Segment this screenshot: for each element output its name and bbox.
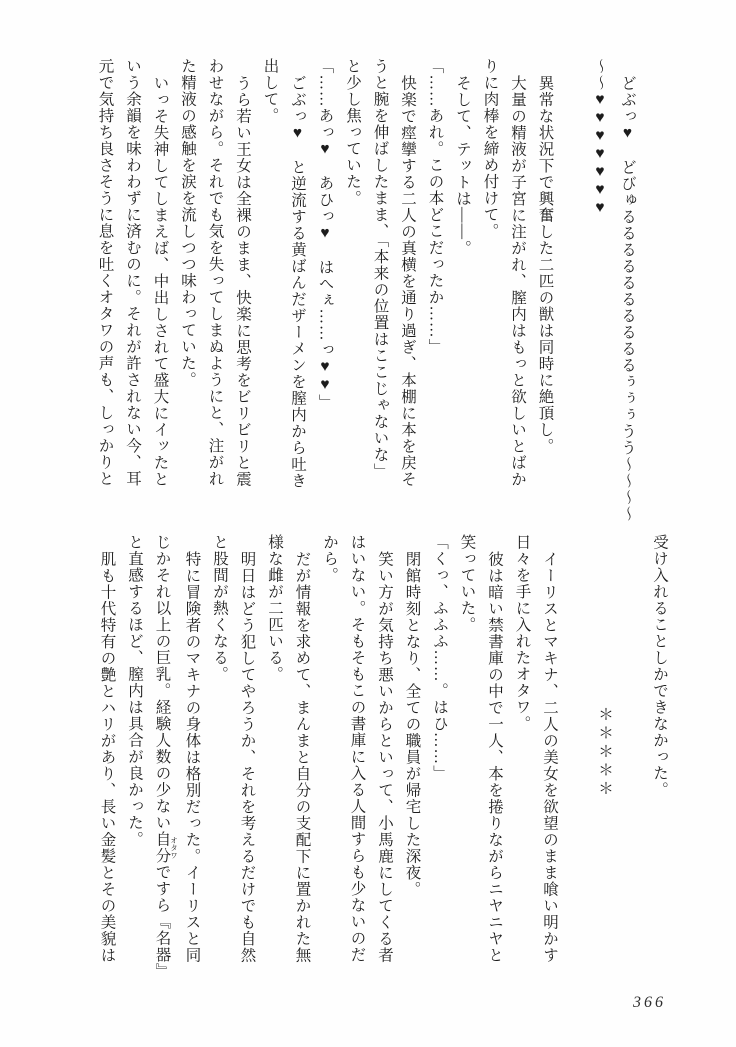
text-line: 笑い方が気持ち悪いからといって、小馬鹿にしてくる者: [376, 550, 393, 963]
text-line: 「……あれ。この本どこだったか……」: [426, 58, 444, 355]
text-line: はいない。そもそもこの書庫に入る人間すらも少ないのだ: [348, 534, 366, 963]
ruby-annotated-text: 自分 オタワ: [153, 831, 179, 864]
section-divider: ＊＊＊＊＊: [596, 706, 613, 799]
text-line: 出して。: [261, 58, 279, 124]
text-line: 閉館時刻となり、全ての職員が帰宅した深夜。: [403, 550, 421, 897]
text-line: 「くっ、ふふふ……。はひ……」: [431, 534, 448, 782]
text-line: イーリスとマキナ、二人の美女を欲望のまま喰い明かす: [541, 550, 558, 963]
text-line: 笑っていた。: [458, 534, 476, 633]
blank-line: [618, 534, 646, 986]
text-line: 大量の精液が子宮に注がれ、膣内はもっと欲しいとばか: [509, 74, 526, 487]
text-line: と直感するほど、膣内は具合が良かった。: [126, 534, 143, 848]
text-line: 様な雌が二匹いる。: [266, 534, 283, 683]
text-line: りに肉棒を締め付けて。: [481, 58, 499, 240]
text-line: うと腕を伸ばしたまま、「本来の位置はここじゃないな」: [371, 58, 389, 480]
blank-line: [559, 58, 587, 540]
text-line: から。: [321, 534, 338, 584]
text-line: どぶっ♥ どびゅるるるるるるるるるるぅぅぅうう～～～～: [619, 74, 636, 522]
text-line: 「……あっ♥ あひっ♥ はへぇ……っ♥♥」: [316, 58, 334, 411]
text-line: 日々を手に入れたオタワ。: [513, 534, 531, 732]
text-line: 明日はどう犯してやろうか、それを考えるだけでも自然: [238, 550, 256, 963]
furigana: オタワ: [169, 831, 179, 864]
text-line: わせながら。それでも気を失ってしまぬようにと、注がれ: [206, 58, 224, 487]
text-line: 特に冒険者のマキナの身体は格別だった。イーリスと同: [183, 550, 201, 963]
text-line: ～～♥♥♥♥♥♥♥: [591, 58, 609, 217]
text-line: そして、テットは――。: [454, 74, 471, 256]
blank-line: [563, 534, 591, 986]
text-line: 異常な状況下で興奮した二匹の獣は同時に絶頂し。: [536, 74, 554, 454]
text-line: いう余韻を味わわずに済むのに。それが許されない今、耳: [124, 58, 141, 487]
text-line: 彼は暗い禁書庫の中で一人、本を捲りながらニヤニヤと: [486, 550, 503, 963]
lower-text-block: [95, 534, 673, 986]
text-line: いっそ失神してしまえば、中出しされて盛大にイッたと: [151, 74, 169, 487]
upper-text-block: [91, 58, 641, 540]
text-line: と少し焦っていた。: [344, 58, 361, 207]
text-line: じかそれ以上の巨乳。経験人数の少ない自分 オタワですら『名器』: [153, 534, 179, 980]
text-line: た精液の感触を涙を流しつつ味わっていた。: [179, 58, 196, 388]
text-line: 肌も十代特有の艶とハリがあり、長い金髪とその美貌は: [98, 550, 116, 963]
page-number: 366: [633, 994, 666, 1011]
text-line: 快楽で痙攣する二人の真横を通り過ぎ、本棚に本を戻そ: [399, 74, 416, 487]
text-line: だが情報を求めて、まんまと自分の支配下に置かれた無: [293, 550, 311, 963]
text-line: 受け入れることしかできなかった。: [651, 534, 668, 798]
text-line: うら若い王女は全裸のまま、快楽に思考をビリビリと震: [234, 74, 251, 487]
text-line: ごぶっ♥ と逆流する黄ばんだザーメンを膣内から吐き: [289, 74, 306, 489]
text-line: と股間が熱くなる。: [211, 534, 228, 683]
text-line: 元で気持ち良さそうに息を吐くオタワの声も、しっかりと: [96, 58, 114, 487]
